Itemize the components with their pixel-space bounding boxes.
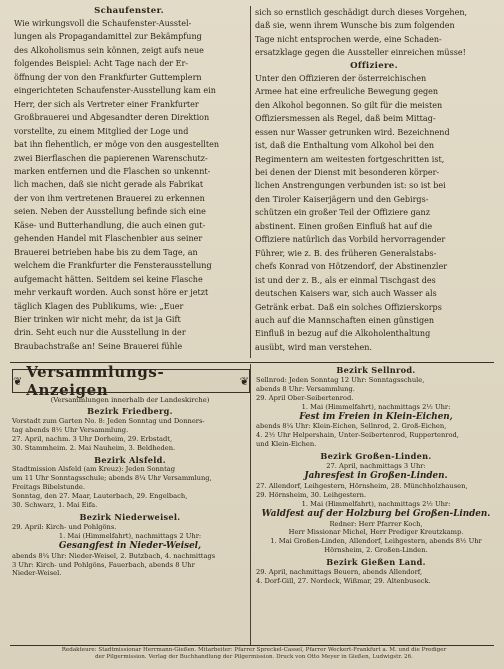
text-line: Offiziere natürlich das Vorbild hervorragender [255,235,446,245]
text-line: lungen als Propagandamittel zur Bekämpfung [14,32,202,42]
text-line: ist und der z. B., als er einmal Tischgast des [255,275,436,285]
text-line: gehenden Handel mit Flaschenbier aus seiner [14,234,203,244]
event-line: 29. Hörnsheim, 30. Leihgestern. [256,490,367,499]
imprint-footer [12,647,496,661]
event-highlight: Fest im Freien in Klein-Eichen, [299,411,453,422]
bezirk-heading: Bezirk Alsfeld. [94,454,166,465]
event-line: Hörnsheim, 2. Großen-Linden. [324,546,428,555]
text-line: Führer, wie z. B. des früheren Generalstabs- [255,248,437,258]
event-block [256,558,496,586]
event-line: 4. 2½ Uhr Helpershain, Unter-Seibertenrod, Ruppertenrod, [256,431,459,440]
bezirk-heading: Bezirk Sellnrod. [336,365,416,375]
event-line: 1. Mai Großen-Linden, Allendorf, Leihgestern, abends 8½ Uhr [270,537,482,546]
text-line: zwei Bierflaschen die papierenen Warenschutz- [14,153,208,163]
column-divider [250,6,251,358]
footer-line: Redakteure: Stadtmissionar Herrmann-Gießen. Mitarbeiter: Pfarrer Spreckel-Cassel, Pfarrer Weckert-Frankfurt a. M. und die Prediger [61,647,447,653]
event-line: 3 Uhr: Kirch- und Pohlgöns, Fauerbach, abends 8 Uhr [12,560,195,569]
event-block [256,452,496,555]
event-line: 1. Mai (Himmelfahrt), nachmittags 2½ Uhr: [301,402,451,411]
text-line: essen nur Wasser getrunken wird. Bezeichnend [255,127,450,137]
text-line: welchem die Frankfurter die Fensterausstellung [14,261,212,271]
event-line: Freitags Bibelstunde. [12,483,85,492]
event-line: Redner: Herr Pfarrer Koch, [329,519,423,528]
event-line: 30. Schwarz, 1. Mai Eifa. [12,501,98,510]
text-line: den Alkohol begonnen. So gilt für die meisten [255,100,443,110]
text-line: Getränk erbat. Daß ein solches Offizierskorps [255,302,442,312]
text-line: abstinent. Einen großen Einfluß hat auf die [255,221,433,231]
text-line: sich so ernstlich geschädigt durch dieses Vorgehen, [255,8,468,17]
event-line: um 11 Uhr Sonntagsschule; abends 8¼ Uhr Versammlung, [12,474,212,483]
event-block [256,366,496,449]
event-line: Nieder-Weisel. [12,569,62,578]
footer-rule [10,645,494,646]
event-line: und Klein-Eichen. [256,440,317,449]
text-line: drin. Seht euch nur die Ausstellung in der [14,328,186,338]
event-line: 27. April, nachmittags 3 Uhr: [326,462,426,471]
bezirk-heading: Bezirk Großen-Linden. [320,451,432,462]
text-line: bat ihn flehentlich, er möge von den ausgestellten [14,140,220,150]
event-line: 29. April, nachmittags Beuern, abends Allendorf, [256,568,423,577]
text-line: Braubachstraße an! Seine Brauerei fühle [14,341,183,351]
bezirk-heading: Bezirk Niederweisel. [79,511,181,522]
text-line: vorstellte, zu einem Mitglied der Loge und [14,126,189,136]
offiziere-title: Offiziere. [350,60,398,71]
event-line: 1. Mai (Himmelfahrt), nachmittags 2½ Uhr: [301,499,451,508]
column-divider-lower [250,364,251,646]
event-line: tag abends 8½ Uhr Versammlung. [12,425,129,434]
text-line: täglich Klagen des Publikums, wie: „Euer [14,301,184,311]
text-line: lich machen, daß sie nicht gerade als Fabrikat [14,180,204,190]
text-line: lichen Anstrengungen verbunden ist: so ist bei [255,181,446,191]
versammlungs-subtitle: (Versammlungen innerhalb der Landeskirche) [50,396,210,404]
text-line: Einfluß in bezug auf die Alkoholenthaltung [255,329,431,339]
versammlungs-header [12,363,249,399]
text-line: öffnung der von den Frankfurter Guttemplern [14,72,202,82]
text-line: Herr, der sich als Vertreter einer Frankfurter [14,99,199,109]
event-highlight: Waldfest auf der Holzburg bei Großen-Linden. [261,508,491,519]
bezirk-heading: Bezirk Friedberg. [87,406,173,416]
versammlungs-title: Versammlungs-Anzeigen [26,363,165,399]
text-line: Wie wirkungsvoll die Schaufenster-Ausstel- [14,19,192,28]
event-line: abends 8¼ Uhr: Nieder-Weisel, 2. Butzbach, 4. nachmittags [12,551,216,560]
text-line: folgendes Beispiel: Acht Tage nach der Er- [14,59,189,69]
event-block [12,407,248,453]
versammlungs-title-box [12,363,250,399]
text-line: seien. Neben der Ausstellung befinde sich eine [14,207,206,217]
event-highlight: Gesangfest in Nieder-Weisel, [58,540,202,551]
event-line: abends 8¼ Uhr: Klein-Eichen, Sellnrod, 2. Groß-Eichen, [256,422,447,431]
text-line: ausübt, wird man verstehen. [255,342,372,352]
event-line: Sonntag, den 27. Maar, Lauterbach, 29. Engelbach, [12,492,188,501]
text-line: aufgemacht hätten. Seitdem sei keine Flasche [14,274,203,284]
text-line: schützen ein großer Teil der Offiziere ganz [255,208,430,218]
text-line: auch auf die Mannschaften einen günstigen [255,315,435,325]
event-line: 1. Mai (Himmelfahrt), nachmittags 2 Uhr: [58,531,202,540]
offiziere-body [255,72,493,355]
ornament-icon: ❦ [239,374,249,388]
text-line: Unter den Offizieren der österreichischen [255,73,427,83]
text-line: eingerichteten Schaufenster-Ausstellung kam ein [14,86,216,96]
ornament-icon: ❦ [13,374,23,388]
text-line: Großbrauerei und Abgesandter deren Direktion [14,113,210,123]
event-line: 29. April: Kirch- und Pohlgöns. [12,522,117,531]
text-line: Regimentern am weitesten fortgeschritten ist, [255,154,445,164]
event-highlight: Jahresfest in Großen-Linden. [304,470,448,481]
text-line: daß sie, wenn ihrem Wunsche bis zum folgenden [255,21,455,31]
text-line: ist, daß die Enthaltung vom Alkohol bei den [255,141,435,151]
text-line: bei denen der Dienst mit besonderen körper- [255,167,440,177]
event-line: 30. Stammheim. 2. Mai Nauheim, 3. Beldheden. [12,443,176,452]
event-line: Stadtmission Alsfeld (am Kreuz): Jeden Sonntag [12,465,176,474]
event-block [12,456,248,510]
schaufenster-continuation [255,6,493,60]
text-line: mehr verkauft worden. Auch sonst höre er jetzt [14,288,209,298]
text-line: ersatzklage gegen die Aussteller einreichen müsse! [255,48,466,58]
text-line: Offiziersmessen als Regel, daß beim Mittag- [255,114,436,124]
bezirk-heading: Bezirk Gießen Land. [326,557,426,568]
schaufenster-title: Schaufenster. [94,6,164,16]
footer-line: der Pilgermission. Verlag der Buchhandlung der Pilgermission. Druck von Otto Meyer in Gießen, Ludwigstr. 26. [95,654,413,661]
text-line: deutschen Kaisers war, sich auch Wasser als [255,289,437,299]
event-block [12,513,248,578]
event-line: Sellnrod: Jeden Sonntag 12 Uhr: Sonntagsschule, [256,375,425,384]
text-line: chefs Konrad von Hötzendorf, der Abstinenzler [255,262,448,272]
event-line: Vorstadt zum Garten No. 8: Jeden Sonntag und Donners- [12,416,205,425]
event-line: Herr Missionar Michel, Herr Prediger Kreutzkamp. [288,528,464,537]
text-line: Armee hat eine erfreuliche Bewegung gegen [255,87,439,97]
event-line: 29. April Ober-Seibertenrod. [256,393,354,402]
text-line: Brauerei betrieben habe bis zu dem Tage, an [14,247,198,257]
right-column [255,6,493,354]
event-line: 27. Allendorf, Leihgestern, Hörnsheim, 28. Münchholzhausen, [256,481,468,490]
events-left [12,407,248,581]
text-line: des Alkoholismus sein können, zeigt aufs neue [14,45,204,55]
schaufenster-article [14,6,244,353]
text-line: Tage nicht entsprochen werde, eine Schaden- [255,34,442,44]
event-line: 27. April, nachm. 3 Uhr Dorheim, 29. Erbstadt, [12,434,173,443]
text-line: Käse- und Butterhandlung, die auch einen gut- [14,220,206,230]
event-line: abends 8 Uhr: Versammlung. [256,384,355,393]
event-line: 4. Dorf-Gill, 27. Nordeck, Wißmar, 29. Altenbuseck. [256,576,431,585]
text-line: Bier trinken wir nicht mehr, da ist ja Gift [14,314,181,324]
text-line: den Tiroler Kaiserjägern und den Gebirgs- [255,194,429,204]
events-right [256,366,496,589]
text-line: der von ihm vertretenen Brauerei zu erkennen [14,193,205,203]
text-line: marken entfernen und die Flaschen so unkennt- [14,166,211,176]
schaufenster-body [14,17,244,353]
